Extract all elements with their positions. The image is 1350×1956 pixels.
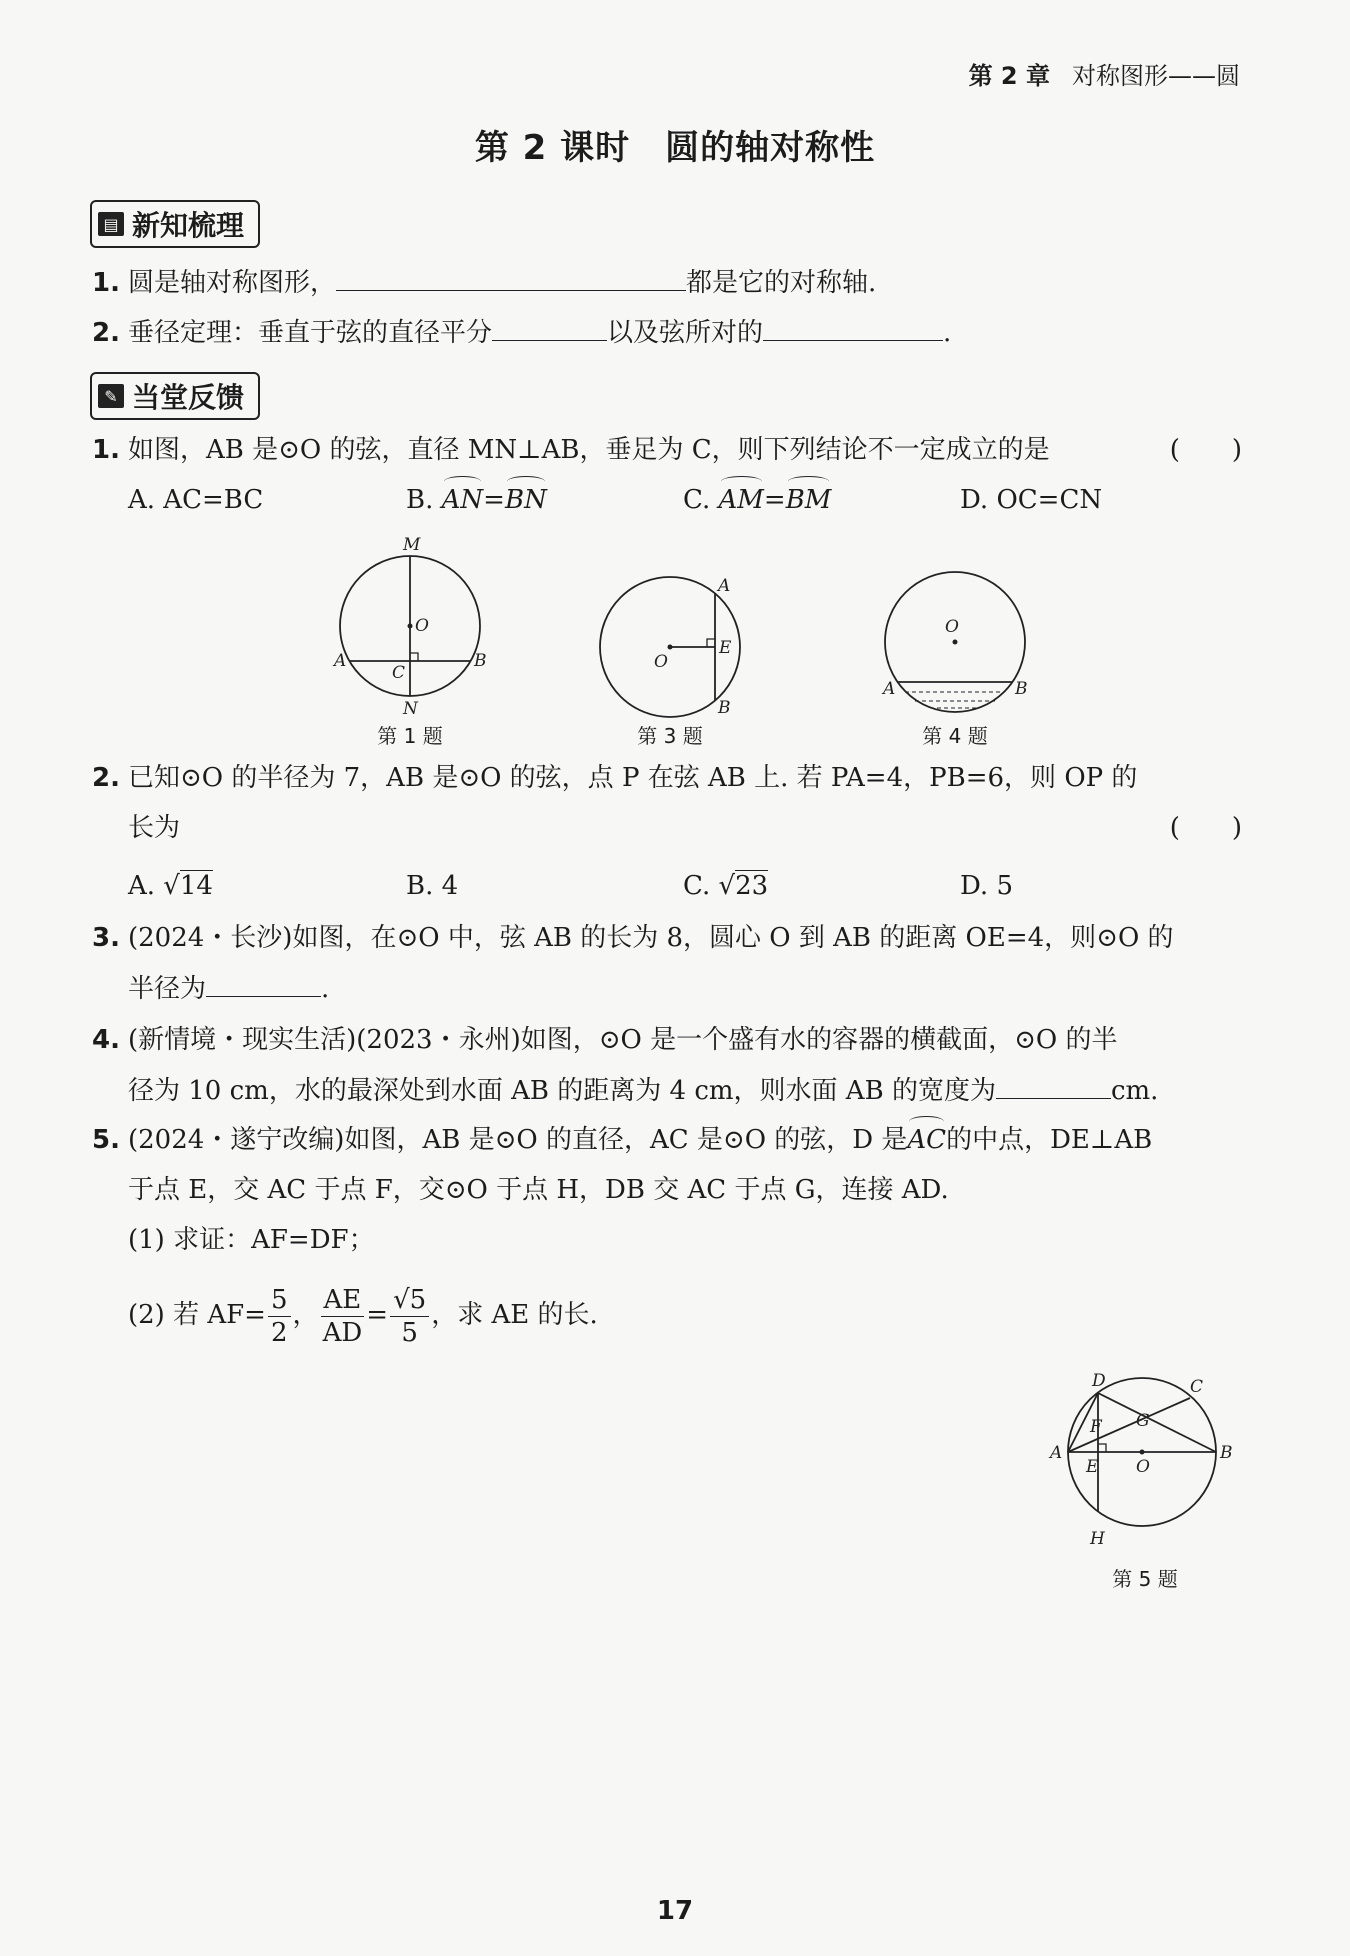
question-5: 5. (2024・遂宁改编)如图，AB 是⊙O 的直径，AC 是⊙O 的弦，D 是AC的中点，DE⊥AB — [92, 1120, 1242, 1160]
svg-text:H: H — [1090, 1529, 1105, 1549]
svg-text:N: N — [403, 699, 418, 719]
figure-1-caption: 第 1 题 — [377, 724, 443, 748]
answer-paren[interactable]: ( ) — [1169, 813, 1242, 843]
pen-icon: ✎ — [98, 384, 124, 408]
q2-options — [128, 866, 1228, 906]
question-number: 5. — [92, 1125, 120, 1155]
item-text: 圆是轴对称图形， — [128, 268, 337, 298]
fill-blank[interactable] — [763, 312, 943, 341]
svg-text:G: G — [1136, 1411, 1150, 1431]
fraction: $\frac{AE}{AD}$ — [321, 1284, 365, 1349]
question-4-line-2: 径为 10 cm，水的最深处到水面 AB 的距离为 4 cm，则水面 AB 的宽度为 cm. — [92, 1070, 1278, 1111]
option-b[interactable]: B. AN=BN — [406, 480, 547, 520]
svg-text:B: B — [1220, 1443, 1233, 1463]
question-stem: 已知⊙O 的半径为 7，AB 是⊙O 的弦，点 P 在弦 AB 上. 若 PA=4，PB=6，则 OP 的 — [128, 763, 1138, 793]
question-3-line-2: 半径为 . — [92, 968, 1278, 1009]
item-number: 2. — [92, 318, 120, 348]
answer-paren[interactable]: ( ) — [1169, 435, 1242, 465]
fill-blank[interactable] — [996, 1070, 1111, 1099]
svg-text:B: B — [718, 698, 731, 718]
question-2-line-2 — [92, 808, 1242, 848]
option-d[interactable]: D. OC=CN — [960, 485, 1103, 515]
svg-text:A: A — [1050, 1443, 1063, 1463]
figure-3-caption: 第 3 题 — [637, 724, 703, 748]
figure-4 — [875, 570, 1035, 720]
question-3 — [92, 918, 1242, 958]
item-text: 垂径定理：垂直于弦的直径平分 — [128, 318, 493, 348]
item-text: 以及弦所对的 — [607, 318, 764, 348]
svg-text:B: B — [1015, 679, 1028, 699]
question-stem: (2024・长沙)如图，在⊙O 中，弦 AB 的长为 8，圆心 O 到 AB 的距离 OE=4，则⊙O 的 — [128, 923, 1174, 953]
book-icon: ▤ — [98, 212, 124, 236]
option-a[interactable]: A. AC=BC — [128, 485, 264, 515]
figure-5-caption: 第 5 题 — [1112, 1567, 1178, 1591]
running-header — [969, 56, 1240, 91]
svg-text:O: O — [654, 652, 668, 672]
section-title: 新知梳理 — [132, 209, 245, 242]
svg-text:C: C — [1190, 1377, 1204, 1397]
question-5-part-2: (2) 若 AF= $\frac{5}{2}$ ， $\frac{AE}{AD}$ = $\frac{√5}{5}$ ，求 AE 的长. — [128, 1284, 598, 1348]
question-stem: 如图，AB 是⊙O 的弦，直径 MN⊥AB，垂足为 C，则下列结论不一定成立的是 — [128, 435, 1050, 465]
question-5-part-1: (1) 求证：AF=DF； — [128, 1225, 375, 1255]
option-b[interactable]: B. 4 — [406, 871, 459, 901]
svg-text:B: B — [474, 651, 487, 671]
svg-text:O: O — [1136, 1457, 1150, 1477]
arc-ac: AC — [907, 1120, 946, 1160]
question-1 — [92, 430, 1242, 470]
section-title: 当堂反馈 — [132, 381, 245, 414]
svg-text:D: D — [1092, 1371, 1106, 1391]
option-a[interactable]: A. √14 — [128, 871, 213, 901]
svg-text:A: A — [718, 576, 731, 596]
question-2 — [92, 758, 1242, 798]
fill-blank[interactable] — [492, 312, 607, 341]
svg-text:E: E — [719, 638, 732, 658]
figure-3 — [590, 565, 750, 725]
option-c[interactable]: C. AM=BM — [683, 480, 831, 520]
fraction: $\frac{5}{2}$ — [268, 1284, 291, 1349]
section-tag-feedback — [90, 372, 260, 420]
item-text: 都是它的对称轴. — [686, 268, 877, 298]
question-5-line-2: 于点 E，交 AC 于点 F，交⊙O 于点 H，DB 交 AC 于点 G，连接 AD. — [128, 1175, 949, 1205]
lesson-title: 第 2 课时 圆的轴对称性 — [474, 128, 876, 168]
figure-1 — [330, 530, 490, 745]
chapter-title: 对称图形——圆 — [1072, 62, 1240, 90]
question-number: 3. — [92, 923, 120, 953]
svg-text:O: O — [945, 617, 959, 637]
knowledge-item-2 — [92, 312, 1242, 353]
option-c[interactable]: C. √23 — [683, 871, 769, 901]
svg-text:M: M — [403, 535, 421, 555]
svg-text:A: A — [334, 651, 347, 671]
section-tag-new-knowledge — [90, 200, 260, 248]
svg-text:A: A — [883, 679, 896, 699]
question-number: 4. — [92, 1025, 120, 1055]
svg-text:C: C — [392, 663, 406, 683]
question-stem: 长为 — [128, 813, 181, 843]
svg-text:O: O — [415, 616, 429, 636]
option-d[interactable]: D. 5 — [960, 871, 1013, 901]
knowledge-item-1 — [92, 262, 1242, 303]
question-number: 1. — [92, 435, 120, 465]
figure-5 — [1040, 1360, 1240, 1560]
chapter-number: 第 2 章 — [968, 62, 1050, 90]
page-number: 17 — [656, 1896, 694, 1926]
svg-text:F: F — [1090, 1417, 1102, 1437]
fraction: $\frac{√5}{5}$ — [390, 1284, 429, 1349]
svg-text:E: E — [1086, 1457, 1099, 1477]
q1-options — [128, 480, 1228, 520]
fill-blank[interactable] — [206, 968, 321, 997]
item-text: . — [943, 318, 952, 348]
question-4 — [92, 1020, 1242, 1060]
question-number: 2. — [92, 763, 120, 793]
item-number: 1. — [92, 268, 120, 298]
fill-blank[interactable] — [336, 262, 686, 291]
question-stem: (新情境・现实生活)(2023・永州)如图，⊙O 是一个盛有水的容器的横截面，⊙O 的半 — [128, 1025, 1118, 1055]
figure-4-caption: 第 4 题 — [922, 724, 988, 748]
